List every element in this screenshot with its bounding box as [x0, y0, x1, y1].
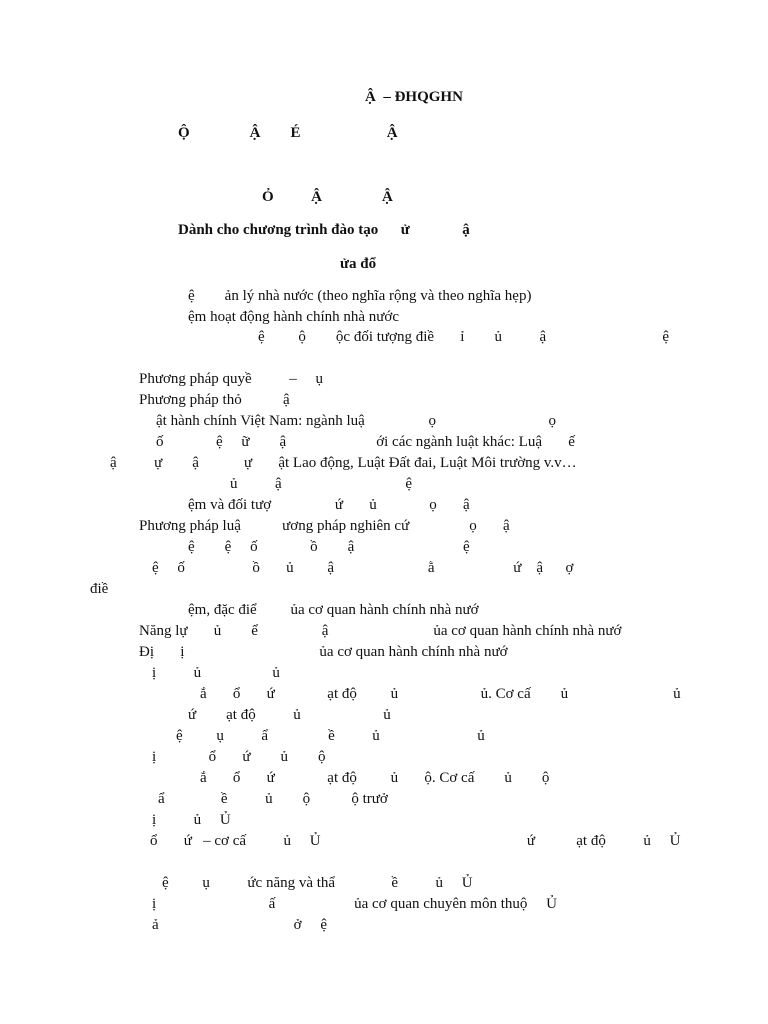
document-line: ệ ệ ố ồ ậ ệ — [188, 539, 470, 555]
document-line: ệm, đặc điể ủa cơ quan hành chính nhà nướ — [188, 602, 479, 618]
document-line: ắ ổ ứ ạt độ ủ ủ. Cơ cấ ủ ủ — [200, 686, 681, 702]
document-line: ệ ụ ức năng và thẩ ề ủ Ủ — [162, 875, 473, 891]
document-line: ẩ ề ủ ộ ộ trưở — [158, 791, 388, 807]
document-header-line-1: Ậ – ĐHQGHN — [365, 89, 463, 105]
document-line: điề — [90, 581, 109, 597]
document-line: ật hành chính Việt Nam: ngành luậ ọ ọ — [156, 413, 557, 429]
document-line: ứ ạt độ ủ ủ — [188, 707, 391, 723]
document-line: Phương pháp thỏ ậ — [139, 392, 290, 408]
document-line: ệ ản lý nhà nước (theo nghĩa rộng và theo nghĩa hẹp) — [188, 288, 532, 304]
document-title: Ỏ Ậ Ậ — [262, 189, 393, 205]
document-line: ị ủ Ủ — [152, 812, 231, 828]
document-subtitle: Dành cho chương trình đào tạo ử ậ — [178, 222, 470, 238]
document-line: ệm và đối tượ ứ ủ ọ ậ — [188, 497, 470, 513]
document-line: ậ ự ậ ự ật Lao động, Luật Đất đai, Luật Môi trường v.v… — [110, 455, 577, 471]
document-line: ệ ộ ộc đối tượng điề ỉ ủ ậ ệ — [258, 329, 670, 345]
document-line: Đị ị ủa cơ quan hành chính nhà nướ — [139, 644, 508, 660]
document-line: ệ ụ ẩ ề ủ ủ — [176, 728, 485, 744]
document-line: ị ổ ứ ủ ộ — [152, 749, 326, 765]
document-line: Phương pháp luậ ương pháp nghiên cứ ọ ậ — [139, 518, 510, 534]
document-line: ệ ố ồ ủ ậ ằ ứ ậ ợ — [152, 560, 574, 576]
document-line: ị ủ ủ — [152, 665, 280, 681]
document-line: Năng lự ủ ể ậ ủa cơ quan hành chính nhà nướ — [139, 623, 622, 639]
document-line: ủ ậ ệ — [230, 476, 413, 492]
document-line: Phương pháp quyề – ụ — [139, 371, 323, 387]
document-header-line-2: Ộ Ậ É Ậ — [178, 125, 398, 141]
document-subtitle-2: ửa đổ — [340, 256, 377, 272]
document-line: ổ ứ – cơ cấ ủ Ủ ứ ạt độ ủ Ủ — [150, 833, 681, 849]
document-line: ệm hoạt động hành chính nhà nước — [188, 309, 400, 325]
document-line: ả ở ệ — [152, 917, 327, 933]
document-line: ố ệ ữ ậ ới các ngành luật khác: Luậ ế — [156, 434, 575, 450]
document-line: ắ ổ ứ ạt độ ủ ộ. Cơ cấ ủ ộ — [200, 770, 550, 786]
document-line: ị ấ ủa cơ quan chuyên môn thuộ Ủ — [152, 896, 557, 912]
